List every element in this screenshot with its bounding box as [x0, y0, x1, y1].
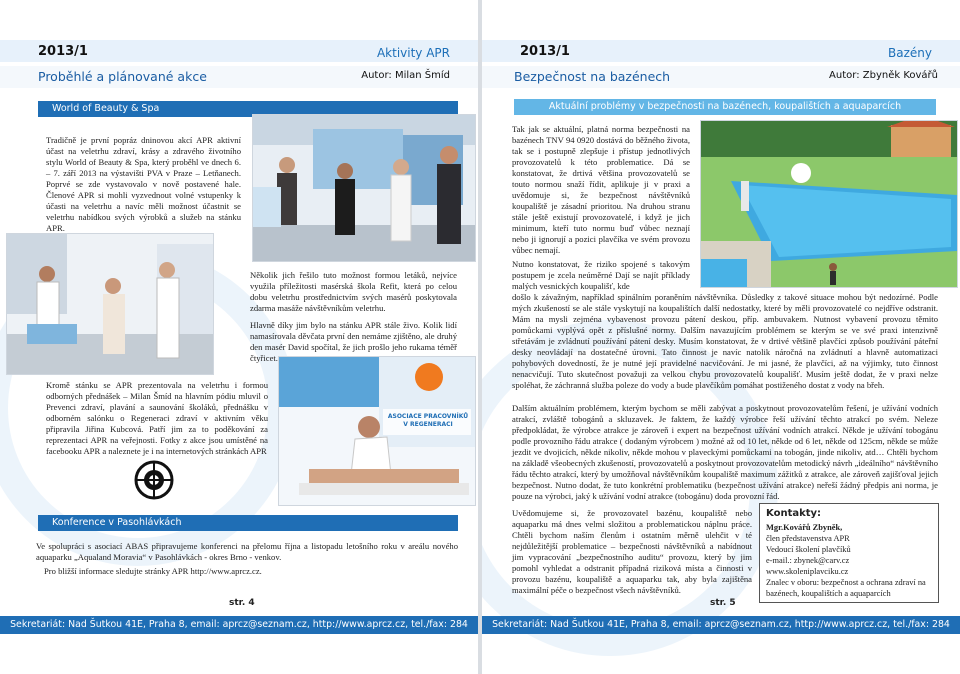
section-name: Aktivity APR — [376, 46, 450, 60]
page-number: str. 4 — [229, 598, 255, 608]
massage-photo — [278, 356, 476, 506]
section-bar-world-of-beauty: World of Beauty & Spa — [38, 101, 458, 117]
footer: Sekretariát: Nad Šutkou 41E, Praha 8, email: aprcz@seznam.cz, http://www.aprcz.cz, tel./fax: 284 021 911/9 — [482, 616, 960, 634]
contact-website[interactable]: www.skoleniplavciku.cz — [766, 567, 849, 576]
section-bar-conference: Konference v Pasohlávkách — [38, 515, 458, 531]
page-right — [482, 0, 960, 674]
contact-box — [759, 503, 939, 603]
paragraph-lectures: Kromě stánku se APR prezentovala na veletrhu i formou odborných přednášek – Milan Šmíd na hlavním pódiu mluvil o Prevenci zdraví, plavání a saunování školáků, přednášku v odborném salónku o Regeneraci zdraví v aktivním věku připravila Jiřina Kubcová. Patří jim za to poděkování za reprezentaci APR na veřejnosti. Fotky z akce jsou umístěné na facebooku APR a naleznete je i na internetových stránkách APR — [46, 380, 268, 456]
paragraph-intro: Tradičně je první popráz dninovou akcí APR aktivní účast na veletrhu zdraví, krásy a zdravého životního stylu World of Beauty & Spa, který proběhl ve dnech 6. – 7. září 2013 na výstavišti PVA v Praze – Letňanech. Poprvé se zde vystavovalo v nově postavené hale. Členové APR si mohli vyzvednout volné vstupenky k účasti na veletrhu a navíc měli možnost účastnit se veletrhu nabídkou svých výrobků a služeb na stánku APR. — [46, 135, 241, 233]
page-number: str. 5 — [710, 598, 736, 608]
booth-photo-drawing — [7, 234, 213, 374]
section-bar-safety: Aktuální problémy v bezpečnosti na bazénech, koupalištích a aquaparcích — [514, 99, 936, 115]
author: Autor: Zbyněk Kovářů — [829, 70, 938, 81]
apr-logo — [134, 460, 174, 500]
section-name: Bazény — [888, 46, 932, 60]
contact-name: Mgr.Kovářů Zbyněk, — [766, 523, 843, 532]
page-title: Proběhlé a plánované akce — [38, 69, 207, 84]
paragraph-massages: Hlavně díky jim bylo na stánku APR stále živo. Kolik lidí namasírovala děvčata první den nemáme zjištěno, ale druhý den masér David spočítal, že jich prošlo jeho rukama téměř čtyřicet. — [250, 320, 457, 363]
trade-fair-photo-drawing — [253, 115, 475, 261]
trade-fair-photo — [252, 114, 476, 262]
pool-photo-drawing — [701, 121, 957, 287]
issue-year: 2013/1 — [38, 44, 88, 59]
footer: Sekretariát: Nad Šutkou 41E, Praha 8, email: aprcz@seznam.cz, http://www.aprcz.cz, tel./fax: 284 021 911/9 — [0, 616, 478, 634]
contact-email[interactable]: e-mail.: zbynek@carv.cz — [766, 556, 850, 565]
page-title: Bezpečnost na bazénech — [514, 69, 671, 84]
contact-expertise: Znalec v oboru: bezpečnost a ochrana zdraví na bazénech, koupalištích a aquaparcích — [766, 578, 926, 598]
contact-position: Vedoucí školení plavčíků — [766, 545, 851, 554]
paragraph-conference: Ve spolupráci s asociací ABAS připravujeme konferenci na přelomu října a listopadu letošního roku v areálu nového aquaparku „Aqualand Moravia“ v Pasohlávkách - okres Brno - venkov. — [36, 541, 458, 562]
massage-photo-drawing — [279, 357, 475, 505]
paragraph-risk-a: Nutno konstatovat, že riziko spojené s takovým postupem je zcela neúměrné Dají se najít příklady malých vesnických koupališť, kde — [512, 259, 690, 291]
paragraph-audit: Uvědomujeme si, že provozovatel bazénu, koupaliště nebo aquaparku má dnes velmi složitou a problematickou náplnu práce. Chtěli bychom naším členům i ostatním měrně ulehčit v té nejdůležitější problematice – bezpečnosti návštěvníků a nabídnout jim vypracování „bezpečnostního auditu“ provozu, který by jim pomohl vyhledat a odstranit případná riziková místa a činnosti v provozu bazénu, koupaliště a aquaparku tak, aby byla zajištěna maximální péče o bezpečnost všech návštěvníků. — [512, 508, 752, 595]
paragraph-info: Pro bližší informace sledujte stránky APR http://www.aprcz.cz. — [44, 566, 262, 576]
apr-logo-icon — [134, 460, 174, 500]
paragraph-risk-b: došlo k závažným, například spinálním poraněním návštěvníka. Důsledky z takové situace mohou být nedozírné. Podle mých zkušeností se ale stále vyskytují na koupalištích další nedostatky, které by měli provozovatelé co nejdříve odstranit. Mám na mysli zejména vybavenost provozu pátení deskou, příp. ambuvakem. Nutnost vybavení provozu těmito pomůckami vyplývá opět z příslušné normy. Dalším navazujícím problémem se kterým se ve své praxi intenzivně střetávám je zvládnutí používání pátení desky. Musím konstatovat, že v drtivé většině plavčíci způsob používání páteřní desky neovládají na dostatečné úrovni. Tato činnost je navíc natolik náročná na zvládnutí a hlavně automatizaci pohybových dovedností, že je nutné její pravidelné nacvičování. Je mi jasné, že plavčíci, až na výjimky, tuto činnost nenacvičují. Tuto skutečnost považuji za velkou chybu provozovatelů koupališť. Musím ještě dodat, že v praxi nelze spoléhat, že záchranná služba poleze do vody a bude plavčíkům pomáhat postiženého dostat z vody na břeh. — [512, 292, 938, 390]
page-left — [0, 0, 478, 674]
paragraph-norm: Tak jak se aktuální, platná norma bezpečnosti na bazénech TNV 94 0920 dostává do běžného života, tak se i postupně zlepšuje i přístup jednotlivých provozovatelů k této problematice. Dá se konstatovat, že drtivá většina provozovatelů se touto normou snaží řídit, aplikuje ji v praxi a uvědomuje si, že bezpečnost návštěvníků koupaliště je zásadní prioritou. Na druhou stranu stále ještě existují provozovatelé, i když je jich minimum, kteří tuto normu buď vůbec neznají nebo ji ignorují a pozici plavčíka ve svém provozu vůbec nemají. — [512, 124, 690, 255]
author: Autor: Milan Šmíd — [361, 70, 450, 81]
pool-photo — [700, 120, 958, 288]
banner-text: ASOCIACE PRACOVNÍKŮ V REGENERACI — [387, 413, 469, 428]
booth-photo — [6, 233, 214, 375]
paragraph-attractions: Dalším aktuálním problémem, kterým bychom se měli zabývat a poskytnout provozovatelům řešení, je užívání vodních atrakcí, zvláště tobogánů a skluzavek. Je faktem, že každý výrobce řeší užívání těchto atrakcí po svém. Neleze předpokládat, že výrobce atrakce je zároveň i expert na bezpečnost užívání vodních atrakcí. Někde je užívání tobogánu podle provozního řádu atrakce ( dodaným výrobcem ) možné až od 10 let, někde od 6 let, někde od 125cm, někde se může jezdit ve dvojicích, někde nikoliv, někde mohou v plaveckými pomůckami na tobogán, jinde nikoliv, atd… Chtěli bychom na základě všeobecných zkušeností, provozovatelů a poskytnout provozovatelům metodický návrh „ideálního“ návštěvního řádu těchto atrakcí, který by umožňoval návštěvníkům koupaliště maximum zážitků z atrakce, ale zároveň zajišťoval jejich bezpečnost. Nutno dodat, že tuto konkrétní problematiku (bezpečnost užívání atrakce) neřeší žádný předpis ani norma, je pouze na výrobci, jaký k užívání vodní atrakce (tobogánu) doda provozní řád. — [512, 403, 938, 501]
issue-year: 2013/1 — [520, 44, 570, 59]
contact-heading: Kontakty: — [766, 508, 822, 519]
contact-role: člen představenstva APR — [766, 534, 850, 543]
paragraph-leaflets: Několik jich řešilo tuto možnost formou letáků, nejvíce využila příležitosti masérská škola Refit, která po celou dobu veletrhu prostřednictvím svých masérů poskytovala zdarma masáže návštěvníkům veletrhu. — [250, 270, 457, 313]
